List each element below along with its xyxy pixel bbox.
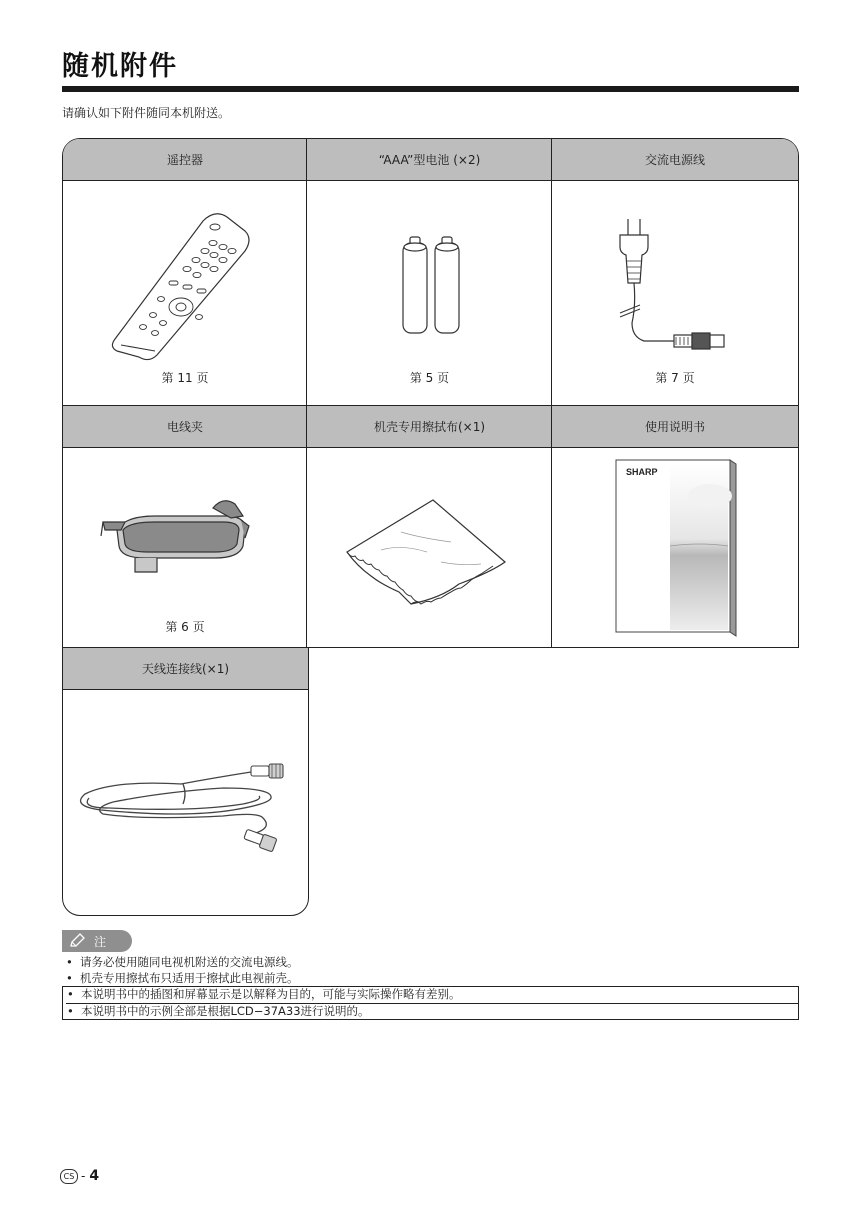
manual-icon [614,458,738,638]
pencil-icon [68,932,86,950]
accessories-table [62,138,799,648]
title-rule [62,86,799,92]
note-item: • 本说明书中的示例全部是根据LCD−37A33进行说明的。 [67,1003,370,1018]
accessory-name: “AAA”型电池 (×2) [307,139,552,181]
remote-control-icon [103,205,253,365]
language-badge: CS [60,1169,78,1184]
manual-brand: SHARP [626,467,658,477]
note-label: 注 [94,934,107,949]
accessory-batteries [306,138,553,407]
accessory-remote-control [62,138,308,407]
accessory-name: 使用说明书 [552,406,798,448]
intro-text: 请确认如下附件随同本机附送。 [62,106,231,120]
page-reference: 第 5 页 [409,371,450,385]
page-reference: 第 7 页 [655,371,695,385]
page-title: 随机附件 [62,51,178,82]
cable-clamp-icon [95,486,255,576]
accessory-name: 交流电源线 [552,139,798,181]
notes-list [62,955,799,1020]
accessory-antenna-cable [62,647,309,916]
antenna-cable-icon [73,748,299,858]
accessory-manual [551,405,799,648]
page-reference: 第 11 页 [161,371,209,385]
battery-icon [397,233,467,337]
accessory-cleaning-cloth [306,405,553,648]
note-item: • 本说明书中的插图和屏幕显示是以解释为目的，可能与实际操作略有差别。 [66,987,798,1004]
power-cord-icon [612,213,732,363]
page-footer [60,1168,99,1184]
accessory-power-cord [551,138,799,407]
footer-separator: - [81,1169,86,1183]
boxed-notes [62,986,799,1020]
accessory-name: 电线夹 [63,406,307,448]
note-item: • 请务必使用随同电视机附送的交流电源线。 [66,955,299,969]
page-number: 4 [89,1168,100,1184]
note-badge [62,930,132,952]
accessory-name: 天线连接线(×1) [63,648,308,690]
page-reference: 第 6 页 [165,620,205,634]
cloth-icon [341,492,521,612]
accessory-name: 机壳专用擦拭布(×1) [307,406,552,448]
note-item: • 机壳专用擦拭布只适用于擦拭此电视前壳。 [66,970,299,985]
accessory-name: 遥控器 [63,139,307,181]
accessory-cable-clamp [62,405,308,648]
